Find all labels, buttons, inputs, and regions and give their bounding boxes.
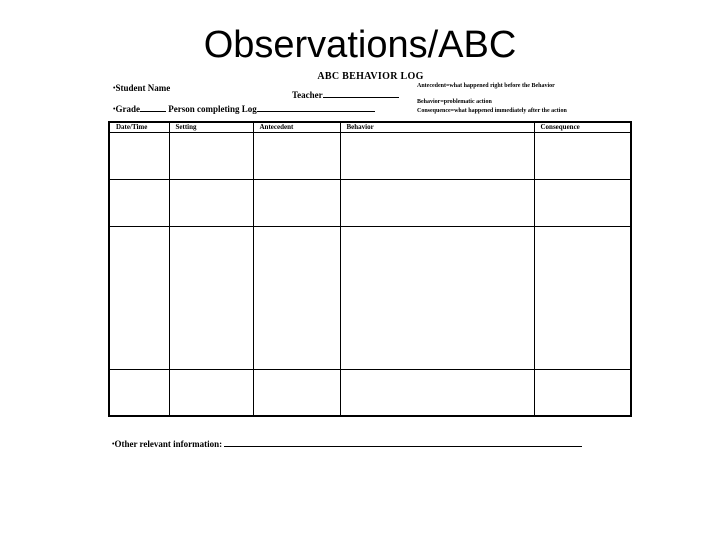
bullet-icon: • — [113, 105, 116, 113]
column-header-date-time: Date/Time — [109, 122, 169, 133]
table-cell[interactable] — [109, 180, 169, 227]
table-cell[interactable] — [253, 227, 340, 370]
table-cell[interactable] — [340, 227, 534, 370]
table-cell[interactable] — [109, 133, 169, 180]
grade-label: Grade — [115, 104, 140, 114]
teacher-blank — [323, 89, 399, 98]
table-cell[interactable] — [340, 133, 534, 180]
teacher-field — [292, 89, 399, 100]
table-row — [109, 133, 631, 180]
table-cell[interactable] — [169, 180, 253, 227]
table-cell[interactable] — [340, 370, 534, 416]
table-cell[interactable] — [169, 227, 253, 370]
person-completing-label: Person completing Log — [168, 104, 257, 114]
table-cell[interactable] — [109, 227, 169, 370]
table-row — [109, 227, 631, 370]
table-row — [109, 370, 631, 416]
bullet-icon: • — [113, 84, 116, 92]
table-cell[interactable] — [169, 370, 253, 416]
other-information-label: Other relevant information: — [114, 439, 223, 449]
student-name-label: Student Name — [115, 83, 171, 93]
table-cell[interactable] — [253, 370, 340, 416]
grade-blank — [140, 103, 166, 112]
column-header-antecedent: Antecedent — [253, 122, 340, 133]
table-cell[interactable] — [253, 133, 340, 180]
other-information-field — [112, 438, 582, 449]
table-cell[interactable] — [534, 180, 631, 227]
behavior-log-table — [108, 121, 632, 417]
teacher-label: Teacher — [292, 90, 323, 100]
table-cell[interactable] — [109, 370, 169, 416]
bullet-icon: • — [112, 440, 115, 448]
definition-antecedent: Antecedent=what happened right before the Behavior — [417, 83, 555, 89]
column-header-consequence: Consequence — [534, 122, 631, 133]
definition-consequence: Consequence=what happened immediately after the action — [417, 108, 567, 114]
column-header-behavior: Behavior — [340, 122, 534, 133]
slide-title: Observations/ABC — [203, 24, 517, 66]
grade-field — [113, 103, 375, 114]
table-header-row — [109, 122, 631, 133]
table-cell[interactable] — [534, 227, 631, 370]
other-information-blank — [224, 438, 582, 447]
table-row — [109, 180, 631, 227]
person-completing-blank — [257, 103, 375, 112]
table-cell[interactable] — [340, 180, 534, 227]
student-name-field — [113, 83, 170, 93]
table-cell[interactable] — [534, 133, 631, 180]
table-cell[interactable] — [253, 180, 340, 227]
table-cell[interactable] — [534, 370, 631, 416]
table-cell[interactable] — [169, 133, 253, 180]
definition-behavior: Behavior=problematic action — [417, 99, 492, 105]
log-title: ABC BEHAVIOR LOG — [317, 71, 424, 82]
column-header-setting: Setting — [169, 122, 253, 133]
